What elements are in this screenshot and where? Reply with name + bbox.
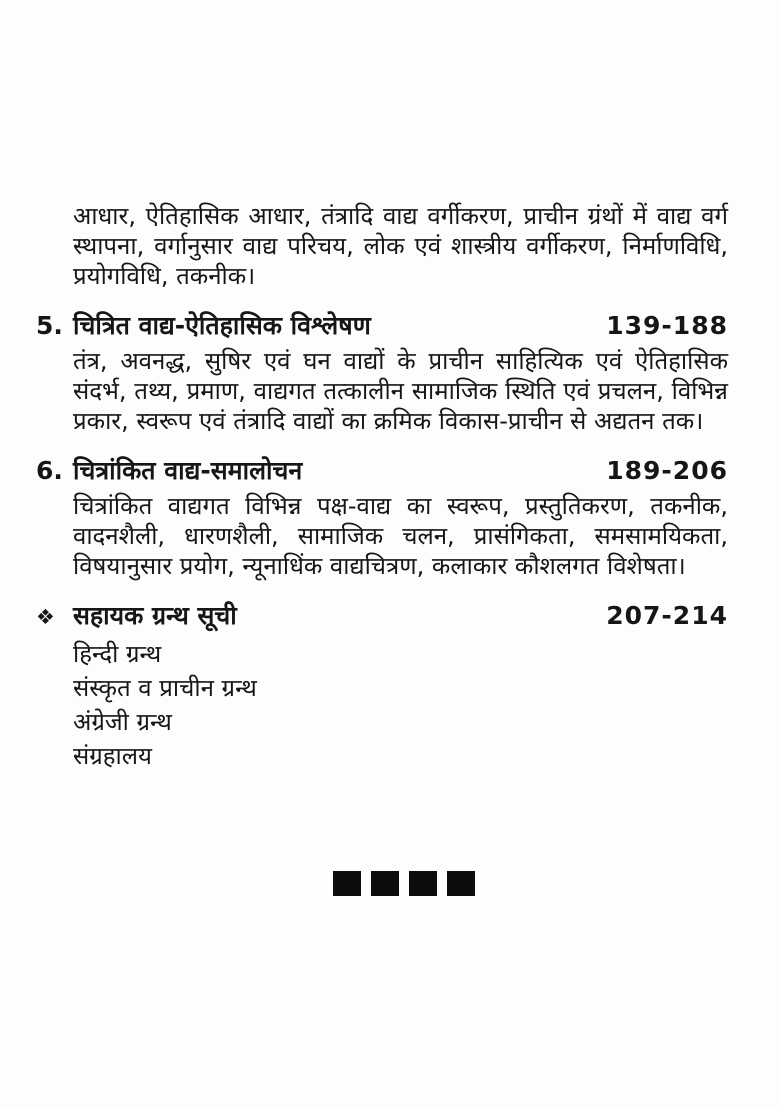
toc-entry-heading [36,455,728,487]
end-of-book-marker [14,871,780,896]
appendix-title: सहायक ग्रन्थ सूची [73,601,237,630]
end-marker-square [409,871,437,896]
appendix-item: हिन्दी ग्रन्थ [73,640,162,668]
toc-entry-5 [36,310,728,436]
four-diamond-bullet-icon: ❖ [36,605,55,629]
appendix-item: अंग्रेजी ग्रन्थ [73,708,172,736]
entry-number: 5. [36,311,63,340]
appendix-item-list [36,637,728,773]
appendix-item: संग्रहालय [73,742,152,770]
toc-appendix-heading [36,600,728,633]
toc-entry-6 [36,455,728,581]
entry-number: 6. [36,456,63,485]
entry-title: चित्रांकित वाद्य-समालोचन [73,456,303,485]
entry-page-range: 139-188 [606,311,728,340]
entry-description: चित्रांकित वाद्यगत विभिन्न पक्ष-वाद्य का स्वरूप, प्रस्तुतिकरण, तकनीक, वादनशैली, धारणशैली, सामाजिक चलन, प्रासंगिकता, समसामयिकता, विषयानुसार प्रयोग, न्यूनाधिंक वाद्यचित्रण, कलाकार कौशलगत विशेषता। [73,492,728,580]
toc-content [36,201,728,773]
end-marker-square [447,871,475,896]
appendix-page-range: 207-214 [606,601,728,630]
end-marker-square [333,871,361,896]
entry-page-range: 189-206 [606,456,728,485]
chapter-continuation-paragraph: आधार, ऐतिहासिक आधार, तंत्रादि वाद्य वर्गीकरण, प्राचीन ग्रंथों में वाद्य वर्ग स्थापना, वर्गानुसार वाद्य परिचय, लोक एवं शास्त्रीय वर्गीकरण, निर्माणविधि, प्रयोगविधि, तकनीक। [73,202,728,290]
toc-appendix [36,600,728,773]
toc-entry-heading [36,310,728,342]
entry-description: तंत्र, अवनद्ध, सुषिर एवं घन वाद्यों के प्राचीन साहित्यिक एवं ऐतिहासिक संदर्भ, तथ्य, प्रमाण, वाद्यगत तत्कालीन सामाजिक स्थिति एवं प्रचलन, विभिन्न प्रकार, स्वरूप एवं तंत्रादि वाद्यों का क्रमिक विकास-प्राचीन से अद्यतन तक। [73,347,728,435]
end-marker-square [371,871,399,896]
entry-title: चित्रित वाद्य-ऐतिहासिक विश्लेषण [73,311,371,340]
appendix-item: संस्कृत व प्राचीन ग्रन्थ [73,674,257,702]
